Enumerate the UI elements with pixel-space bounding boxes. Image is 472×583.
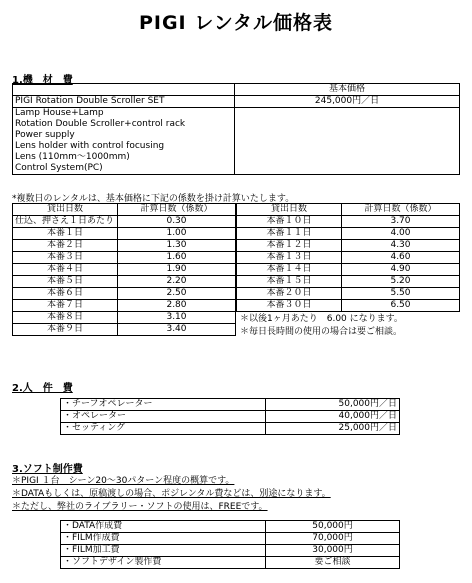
- personnel-price: 25,000円／日: [266, 423, 400, 435]
- software-table: [60, 520, 400, 569]
- day-label: 本番１０日: [237, 216, 342, 228]
- day-factor: 4.00: [342, 228, 460, 240]
- day-factor: 5.50: [342, 288, 460, 300]
- software-item: ・ソフトデザイン製作費: [61, 557, 266, 569]
- days-table-right: [236, 203, 460, 312]
- day-label: 本番１２日: [237, 240, 342, 252]
- day-label: 本番７日: [13, 300, 118, 312]
- equipment-item: Rotation Double Scroller+control rack: [15, 119, 186, 129]
- day-factor: 4.30: [342, 240, 460, 252]
- day-factor: 1.60: [118, 252, 236, 264]
- software-note: ＊DATAもしくは、原稿渡しの場合、ポジレンタル費などは、別途になります。: [12, 489, 331, 499]
- day-label: 本番８日: [13, 312, 118, 324]
- day-factor: 2.50: [118, 288, 236, 300]
- factor-header: 計算日数（係数）: [342, 204, 460, 216]
- day-label: 本番２０日: [237, 288, 342, 300]
- personnel-role: ・セッティング: [61, 423, 266, 435]
- long-use-note: ＊毎日長時間の使用の場合は要ご相談。: [240, 327, 403, 337]
- days-table-left: [12, 203, 236, 336]
- day-label: 本番１３日: [237, 252, 342, 264]
- base-price-header: 基本価格: [235, 84, 460, 96]
- personnel-role: ・チーフオペレーター: [61, 399, 266, 411]
- software-item: ・DATA作成費: [61, 521, 266, 533]
- equipment-item: Lens holder with control focusing: [15, 141, 165, 151]
- day-factor: 1.00: [118, 228, 236, 240]
- software-note: ＊PIGI １台 シーン20～30パターン程度の概算です。: [12, 476, 235, 486]
- day-factor: 3.10: [118, 312, 236, 324]
- day-factor: 6.50: [342, 300, 460, 312]
- day-factor: 2.20: [118, 276, 236, 288]
- equipment-item: Control System(PC): [15, 163, 103, 173]
- equipment-table: [12, 83, 460, 175]
- day-label: 本番１５日: [237, 276, 342, 288]
- personnel-table: [60, 398, 400, 435]
- day-label: 仕込、押さえ１日あたり: [13, 216, 118, 228]
- base-price: 245,000円／日: [235, 96, 460, 108]
- software-item: ・FILM作成費: [61, 533, 266, 545]
- day-label: 本番１４日: [237, 264, 342, 276]
- software-item: ・FILM加工費: [61, 545, 266, 557]
- equipment-item: Lamp House+Lamp: [15, 108, 104, 118]
- equipment-item: Lens (110mm～1000mm): [15, 152, 130, 162]
- day-label: 本番３日: [13, 252, 118, 264]
- day-factor: 0.30: [118, 216, 236, 228]
- personnel-price: 40,000円／日: [266, 411, 400, 423]
- page-title: PIGI レンタル価格表: [138, 12, 334, 34]
- section-2-heading: 2.人 件 費: [12, 383, 73, 394]
- product-name: PIGI Rotation Double Scroller SET: [13, 96, 235, 108]
- day-factor: 4.60: [342, 252, 460, 264]
- software-price: 要ご相談: [266, 557, 400, 569]
- day-label: 本番４日: [13, 264, 118, 276]
- equipment-item: Power supply: [15, 130, 75, 140]
- personnel-price: 50,000円／日: [266, 399, 400, 411]
- days-header: 貸出日数: [237, 204, 342, 216]
- multiday-note: *複数日のレンタルは、基本価格に下記の係数を掛け計算いたします。: [12, 194, 295, 204]
- software-note: ＊ただし、弊社のライブラリー・ソフトの使用は、FREEです。: [12, 502, 268, 512]
- days-header: 貸出日数: [13, 204, 118, 216]
- day-factor: 4.90: [342, 264, 460, 276]
- day-label: 本番３０日: [237, 300, 342, 312]
- day-label: 本番６日: [13, 288, 118, 300]
- software-price: 70,000円: [266, 533, 400, 545]
- day-label: 本番１１日: [237, 228, 342, 240]
- day-label: 本番２日: [13, 240, 118, 252]
- day-factor: 3.70: [342, 216, 460, 228]
- section-3-heading: 3.ソフト制作費: [12, 464, 83, 475]
- day-factor: 5.20: [342, 276, 460, 288]
- day-factor: 1.90: [118, 264, 236, 276]
- day-label: 本番１日: [13, 228, 118, 240]
- section-1-heading: 1.機 材 費: [12, 75, 73, 86]
- personnel-role: ・オペレーター: [61, 411, 266, 423]
- day-factor: 2.80: [118, 300, 236, 312]
- day-label: 本番９日: [13, 324, 118, 336]
- software-price: 30,000円: [266, 545, 400, 557]
- monthly-note: ＊以後1ヶ月あたり 6.00 になります。: [240, 314, 403, 324]
- software-price: 50,000円: [266, 521, 400, 533]
- day-factor: 3.40: [118, 324, 236, 336]
- factor-header: 計算日数（係数）: [118, 204, 236, 216]
- day-factor: 1.30: [118, 240, 236, 252]
- day-label: 本番５日: [13, 276, 118, 288]
